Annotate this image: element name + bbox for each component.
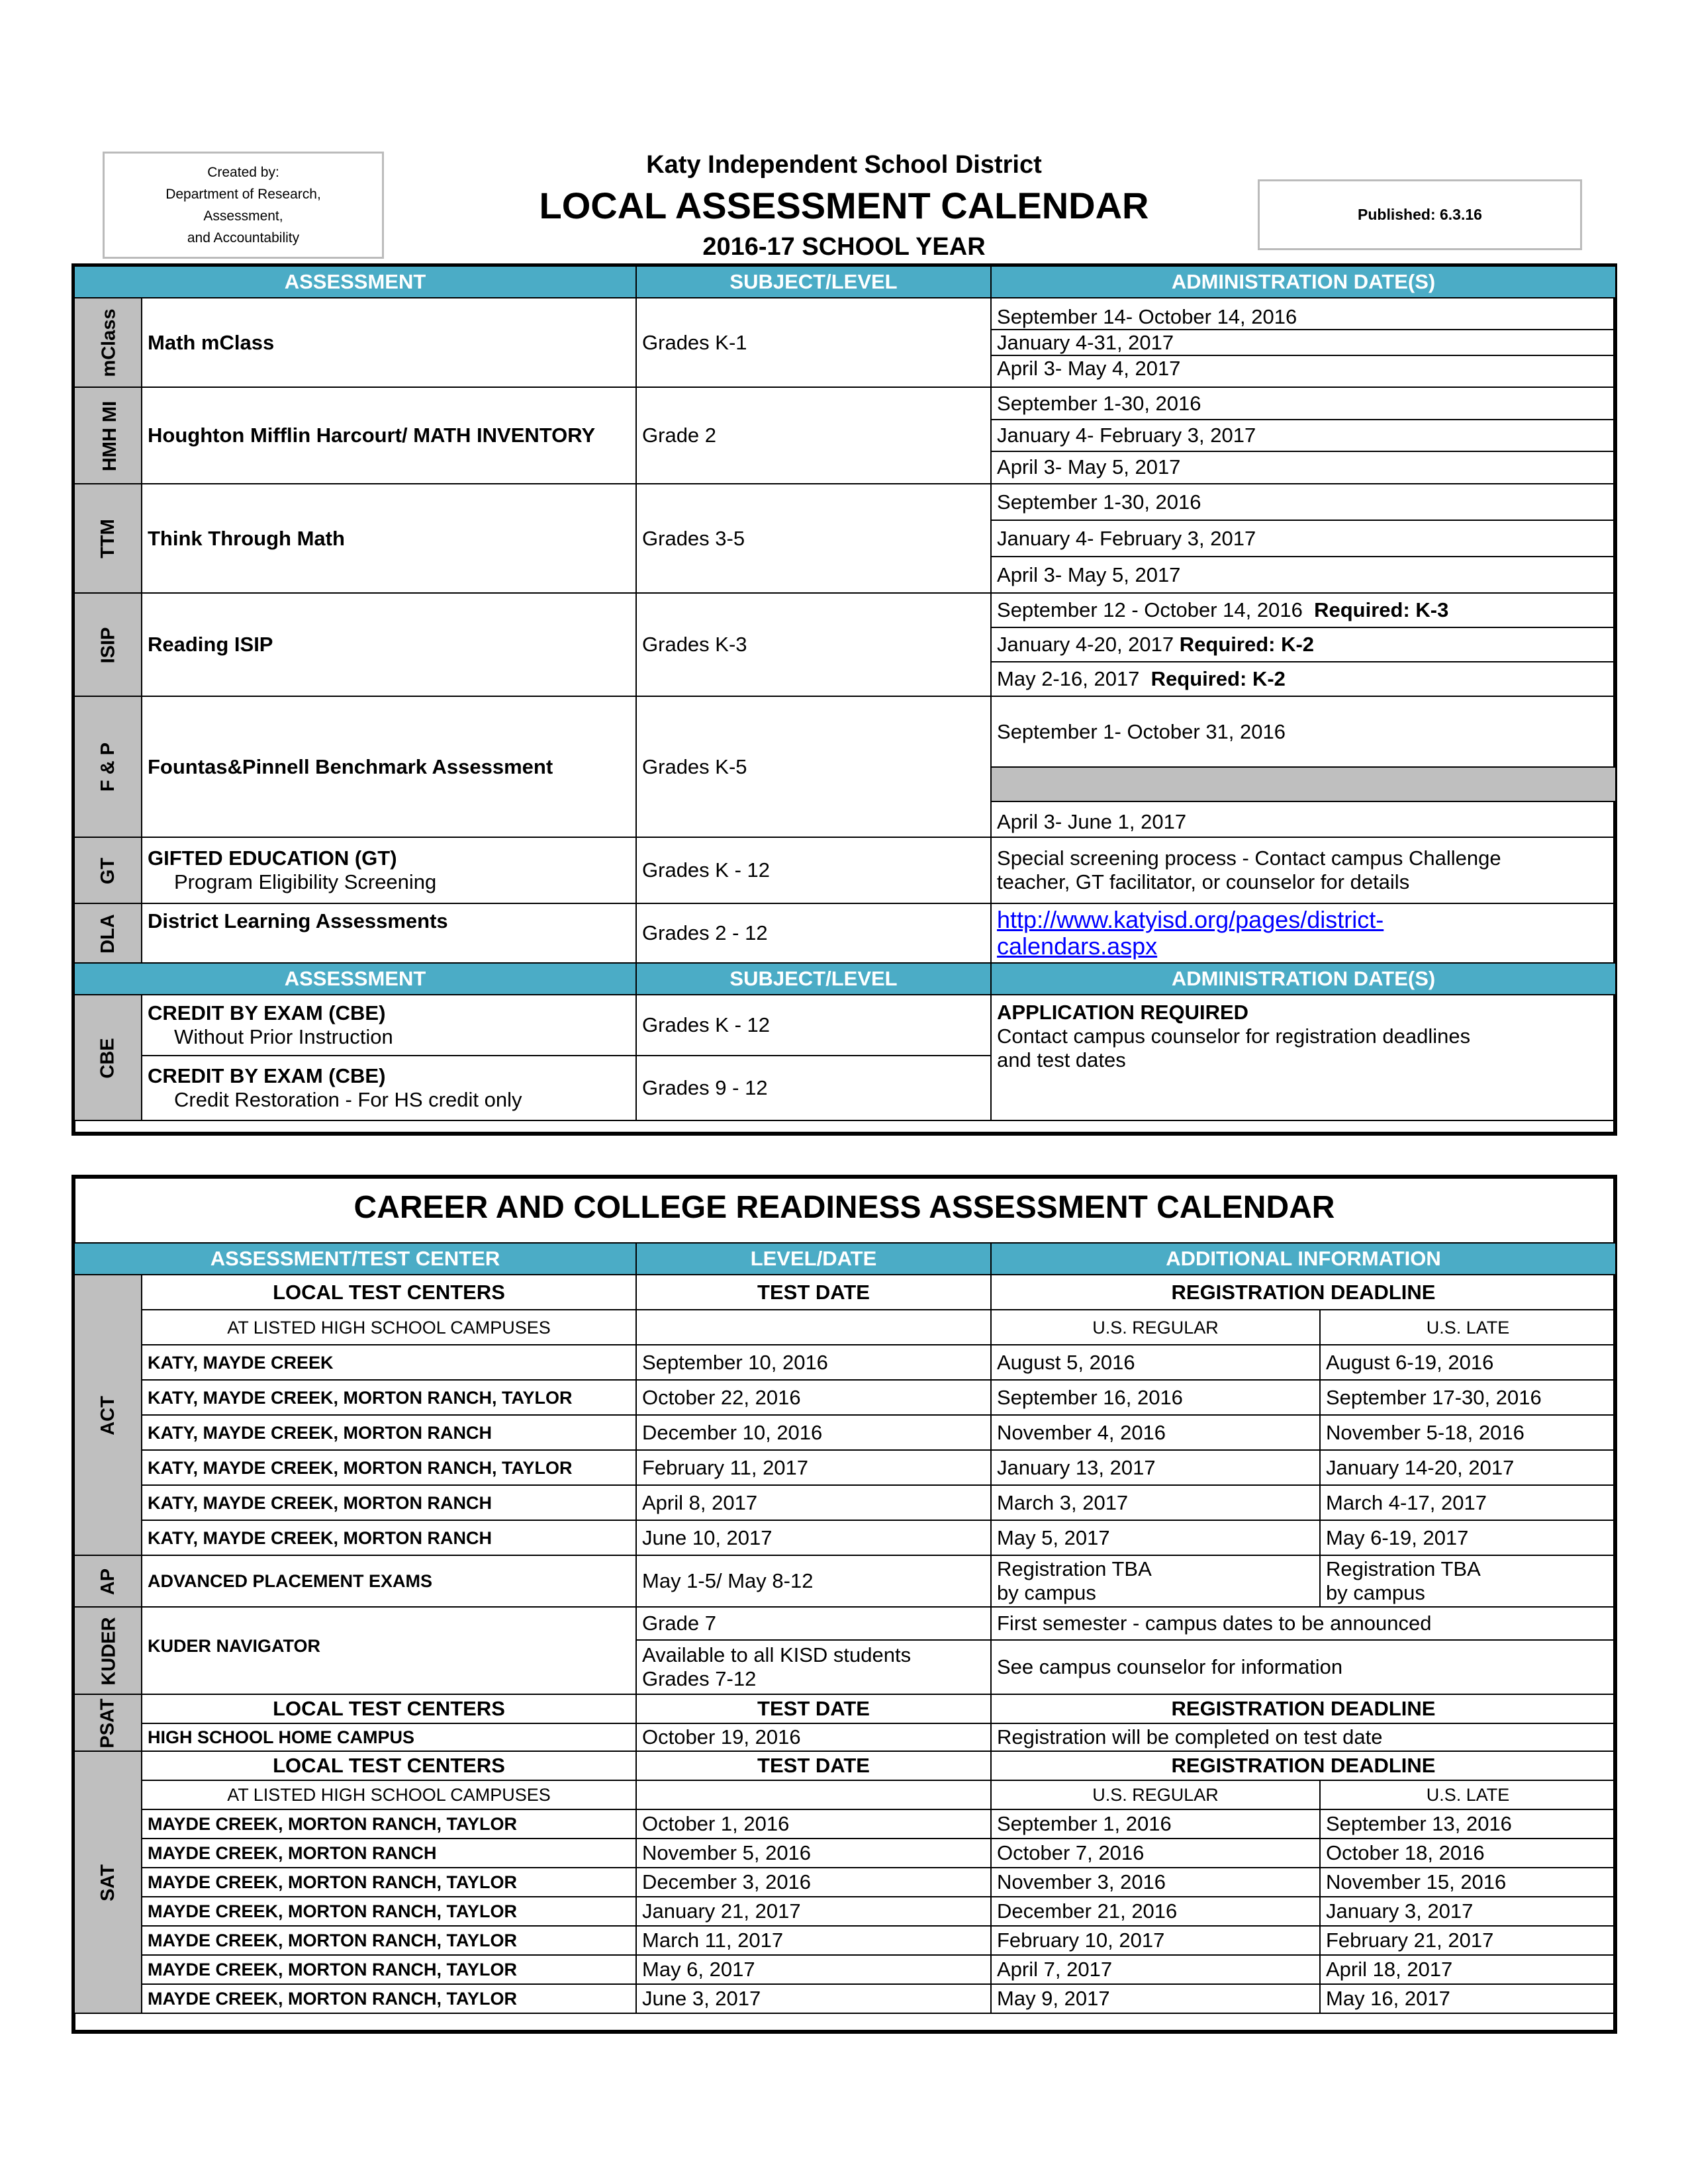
side-label: TTM [74,484,142,593]
date-line: September 1-30, 2016 [992,388,1615,420]
side-label: GT [74,837,142,903]
test-center: ADVANCED PLACEMENT EXAMS [142,1555,636,1607]
table-row [74,1520,1616,1555]
table-row [74,1984,1616,2013]
regular-deadline: February 10, 2017 [991,1926,1320,1955]
application-required: APPLICATION REQUIRED [997,1001,1249,1024]
assessment-subtitle: Program Eligibility Screening [174,870,437,893]
table-row [74,1955,1616,1984]
regular-deadline: March 3, 2017 [991,1485,1320,1520]
ap-registration [1320,1555,1616,1607]
test-center: KATY, MAYDE CREEK, MORTON RANCH, TAYLOR [142,1380,636,1415]
col-header-subject: SUBJECT/LEVEL [636,266,991,298]
regular-deadline: January 13, 2017 [991,1450,1320,1485]
table-row [74,1723,1616,1751]
side-label: F & P [74,696,142,837]
sub-header-centers: LOCAL TEST CENTERS [142,1751,636,1780]
at-listed-campuses: AT LISTED HIGH SCHOOL CAMPUSES [142,1780,636,1809]
test-center: KATY, MAYDE CREEK [142,1345,636,1380]
late-deadline: November 5-18, 2016 [1320,1415,1616,1450]
career-calendar-table [73,1242,1617,2014]
admin-info [991,995,1616,1120]
sub-header-reg-deadline: REGISTRATION DEADLINE [991,1751,1616,1780]
test-center: KATY, MAYDE CREEK, MORTON RANCH [142,1520,636,1555]
info-line: teacher, GT facilitator, or counselor for details [997,870,1410,893]
test-date: May 6, 2017 [636,1955,991,1984]
info-line: Special screening process - Contact campus Challenge [997,846,1501,870]
test-date: October 19, 2016 [636,1723,991,1751]
level [636,1640,991,1694]
created-by-line: Department of Research, [165,187,321,202]
test-center: KATY, MAYDE CREEK, MORTON RANCH [142,1415,636,1450]
col-header-assessment: ASSESSMENT [74,266,636,298]
assessment-name: Fountas&Pinnell Benchmark Assessment [142,696,636,837]
table-row [74,1415,1616,1450]
late-deadline: April 18, 2017 [1320,1955,1616,1984]
date-line: January 4- February 3, 2017 [992,521,1615,557]
subject-level: Grades K - 12 [636,995,991,1056]
level: Grade 7 [636,1607,991,1640]
info-line: Registration TBA [1326,1557,1481,1580]
subject-level: Grade 2 [636,387,991,484]
side-label: ISIP [74,593,142,696]
test-date: October 1, 2016 [636,1809,991,1839]
test-date: January 21, 2017 [636,1897,991,1926]
table-row [74,1839,1616,1868]
table-row [74,696,1616,837]
col-header-info: ADDITIONAL INFORMATION [991,1243,1616,1275]
page-title: LOCAL ASSESSMENT CALENDAR [539,185,1149,226]
table-row [74,387,1616,484]
table-row [74,1868,1616,1897]
created-by-line: Assessment, [203,208,283,224]
admin-dates [991,298,1616,387]
admin-dates [991,593,1616,696]
subject-level: Grades K-3 [636,593,991,696]
test-center: MAYDE CREEK, MORTON RANCH, TAYLOR [142,1926,636,1955]
assessment-name [142,1056,636,1120]
admin-dates [991,484,1616,593]
assessment-name: Math mClass [142,298,636,387]
col-header-level: LEVEL/DATE [636,1243,991,1275]
side-label: ACT [74,1275,142,1555]
regular-deadline: August 5, 2016 [991,1345,1320,1380]
table-row [74,1345,1616,1380]
col-header-dates: ADMINISTRATION DATE(S) [991,963,1616,995]
table-header [74,1243,1616,1275]
test-center: KATY, MAYDE CREEK, MORTON RANCH, TAYLOR [142,1450,636,1485]
sub-header-row [74,1310,1616,1345]
assessment-name: District Learning Assessments [142,903,636,963]
sub-header-test-date: TEST DATE [636,1751,991,1780]
col-header-assessment: ASSESSMENT [74,963,636,995]
at-listed-campuses: AT LISTED HIGH SCHOOL CAMPUSES [142,1310,636,1345]
date-line: January 4-20, 2017 Required: K-2 [992,628,1615,662]
late-deadline: March 4-17, 2017 [1320,1485,1616,1520]
table-row [74,903,1616,963]
date-line: September 1-30, 2016 [992,484,1615,521]
side-label: PSAT [74,1694,142,1751]
table-row [74,593,1616,696]
col-header-subject: SUBJECT/LEVEL [636,963,991,995]
test-date: December 3, 2016 [636,1868,991,1897]
side-label: CBE [74,995,142,1120]
sub-header-test-date: TEST DATE [636,1275,991,1310]
side-label: SAT [74,1751,142,2013]
sub-header-centers: LOCAL TEST CENTERS [142,1275,636,1310]
table-row [74,1926,1616,1955]
us-regular-header: U.S. REGULAR [991,1780,1320,1809]
date-line: January 4-31, 2017 [992,330,1615,356]
table-row [74,298,1616,387]
late-deadline: February 21, 2017 [1320,1926,1616,1955]
sub-header-row [74,1751,1616,1780]
table-row [74,1607,1616,1640]
admin-info [991,837,1616,903]
district-name: Katy Independent School District [646,151,1042,179]
assessment-title: CREDIT BY EXAM (CBE) [148,1064,386,1087]
date-line: April 3- May 5, 2017 [997,563,1181,586]
test-center: KATY, MAYDE CREEK, MORTON RANCH [142,1485,636,1520]
col-header-center: ASSESSMENT/TEST CENTER [74,1243,636,1275]
assessment-name [142,837,636,903]
info-line: by campus [1326,1581,1425,1604]
link-line[interactable]: http://www.katyisd.org/pages/district- [997,906,1384,933]
subject-level: Grades K-5 [636,696,991,837]
admin-dates [991,387,1616,484]
side-label: KUDER [74,1607,142,1694]
regular-deadline: December 21, 2016 [991,1897,1320,1926]
us-late-header: U.S. LATE [1320,1310,1616,1345]
regular-deadline: October 7, 2016 [991,1839,1320,1868]
assessment-subtitle: Without Prior Instruction [174,1025,393,1048]
late-deadline: August 6-19, 2016 [1320,1345,1616,1380]
late-deadline: November 15, 2016 [1320,1868,1616,1897]
date-line: April 3- May 5, 2017 [997,455,1181,478]
late-deadline: January 3, 2017 [1320,1897,1616,1926]
date-line: April 3- May 4, 2017 [997,357,1181,380]
side-label: HMH MI [74,387,142,484]
table-row [74,1897,1616,1926]
date-line: January 4- February 3, 2017 [992,420,1615,452]
late-deadline: May 6-19, 2017 [1320,1520,1616,1555]
regular-deadline: May 9, 2017 [991,1984,1320,2013]
test-center: MAYDE CREEK, MORTON RANCH, TAYLOR [142,1955,636,1984]
side-label: DLA [74,903,142,963]
district-calendar-link[interactable] [991,903,1616,963]
sub-header-row [74,1780,1616,1809]
date-line: September 14- October 14, 2016 [992,304,1615,330]
test-date: February 11, 2017 [636,1450,991,1485]
sub-header-test-date: TEST DATE [636,1694,991,1723]
side-label: AP [74,1555,142,1607]
regular-deadline: September 16, 2016 [991,1380,1320,1415]
date-line: May 2-16, 2017 Required: K-2 [997,667,1286,690]
test-center: KUDER NAVIGATOR [142,1607,636,1694]
table-header [74,266,1616,298]
test-center: MAYDE CREEK, MORTON RANCH, TAYLOR [142,1897,636,1926]
table-row [74,1555,1616,1607]
info-line: Grades 7-12 [642,1667,757,1690]
blank-band [992,768,1615,802]
created-by-line: and Accountability [187,230,300,246]
test-date: September 10, 2016 [636,1345,991,1380]
sub-header-centers: LOCAL TEST CENTERS [142,1694,636,1723]
date-line: April 3- June 1, 2017 [997,810,1187,833]
info-line: Registration TBA [997,1557,1152,1580]
test-date: October 22, 2016 [636,1380,991,1415]
date-line: September 12 - October 14, 2016 Required: K-3 [992,594,1615,628]
test-date: December 10, 2016 [636,1415,991,1450]
created-by-box [103,152,384,259]
info-line: Contact campus counselor for registration deadlines [997,1024,1471,1048]
subject-level: Grades K-1 [636,298,991,387]
sub-header-reg-deadline: REGISTRATION DEADLINE [991,1694,1616,1723]
subject-level: Grades 3-5 [636,484,991,593]
late-deadline: October 18, 2016 [1320,1839,1616,1868]
test-date: April 8, 2017 [636,1485,991,1520]
test-date: June 3, 2017 [636,1984,991,2013]
regular-deadline: May 5, 2017 [991,1520,1320,1555]
link-line[interactable]: calendars.aspx [997,933,1158,960]
sub-header-row [74,1275,1616,1310]
test-date: November 5, 2016 [636,1839,991,1868]
assessment-title: CREDIT BY EXAM (CBE) [148,1001,386,1024]
table-row [74,1450,1616,1485]
empty-cell [636,1780,991,1809]
info-line: Available to all KISD students [642,1643,912,1666]
test-center: MAYDE CREEK, MORTON RANCH, TAYLOR [142,1984,636,2013]
table-row [74,837,1616,903]
late-deadline: September 13, 2016 [1320,1809,1616,1839]
date-line: September 1- October 31, 2016 [992,697,1615,768]
sub-header-row [74,1694,1616,1723]
assessment-name [142,995,636,1056]
regular-deadline: November 4, 2016 [991,1415,1320,1450]
assessment-name: Think Through Math [142,484,636,593]
test-center: HIGH SCHOOL HOME CAMPUS [142,1723,636,1751]
col-header-dates: ADMINISTRATION DATE(S) [991,266,1616,298]
table-row [74,484,1616,593]
career-title: CAREER AND COLLEGE READINESS ASSESSMENT CALENDAR [353,1190,1335,1225]
table-row [74,1809,1616,1839]
test-date: March 11, 2017 [636,1926,991,1955]
assessment-name: Houghton Mifflin Harcourt/ MATH INVENTORY [142,387,636,484]
info: Registration will be completed on test date [991,1723,1616,1751]
test-center: MAYDE CREEK, MORTON RANCH, TAYLOR [142,1809,636,1839]
local-calendar-table [73,265,1617,1121]
test-center: MAYDE CREEK, MORTON RANCH [142,1839,636,1868]
assessment-subtitle: Credit Restoration - For HS credit only [174,1088,522,1111]
table-header [74,963,1616,995]
late-deadline: January 14-20, 2017 [1320,1450,1616,1485]
admin-dates [991,696,1616,837]
info-line: and test dates [997,1048,1126,1071]
test-date: June 10, 2017 [636,1520,991,1555]
ap-registration [991,1555,1320,1607]
us-regular-header: U.S. REGULAR [991,1310,1320,1345]
subject-level: Grades K - 12 [636,837,991,903]
published-date: Published: 6.3.16 [1258,179,1582,250]
regular-deadline: September 1, 2016 [991,1809,1320,1839]
created-by-line: Created by: [207,165,279,180]
late-deadline: September 17-30, 2016 [1320,1380,1616,1415]
assessment-title: GIFTED EDUCATION (GT) [148,846,397,870]
regular-deadline: November 3, 2016 [991,1868,1320,1897]
info: First semester - campus dates to be announced [991,1607,1616,1640]
subject-level: Grades 2 - 12 [636,903,991,963]
school-year: 2016-17 SCHOOL YEAR [702,233,986,261]
table-row [74,1485,1616,1520]
us-late-header: U.S. LATE [1320,1780,1616,1809]
test-date: May 1-5/ May 8-12 [636,1555,991,1607]
info-line: by campus [997,1581,1096,1604]
assessment-name: Reading ISIP [142,593,636,696]
empty-cell [636,1310,991,1345]
side-label: mClass [74,298,142,387]
test-center: MAYDE CREEK, MORTON RANCH, TAYLOR [142,1868,636,1897]
table-row [74,995,1616,1056]
sub-header-reg-deadline: REGISTRATION DEADLINE [991,1275,1616,1310]
table-row [74,1380,1616,1415]
late-deadline: May 16, 2017 [1320,1984,1616,2013]
info: See campus counselor for information [991,1640,1616,1694]
regular-deadline: April 7, 2017 [991,1955,1320,1984]
subject-level: Grades 9 - 12 [636,1056,991,1120]
